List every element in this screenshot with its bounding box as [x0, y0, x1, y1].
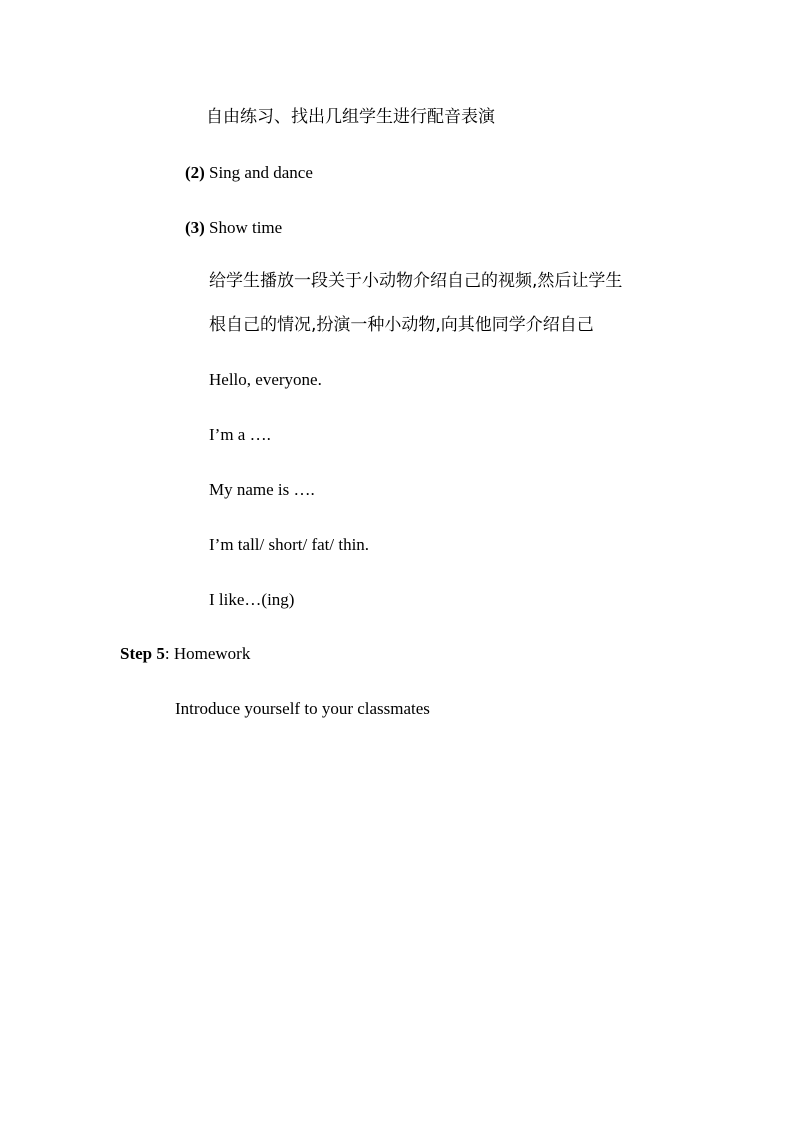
sample-line: My name is …. [209, 480, 315, 499]
item-number: (2) [185, 163, 205, 182]
show-time-description-line-2: 根自己的情况,扮演一种小动物,向其他同学介绍自己 [209, 315, 594, 335]
step-5-heading [120, 645, 250, 662]
item-show-time [185, 219, 282, 236]
item-number: (3) [185, 218, 205, 237]
sample-line: I’m a …. [209, 425, 271, 444]
item-text: Show time [209, 218, 283, 237]
item-text: Sing and dance [209, 163, 313, 182]
sample-line: I like…(ing) [209, 590, 295, 609]
sample-line: I’m tall/ short/ fat/ thin. [209, 535, 370, 554]
step-label: Step 5 [120, 644, 165, 663]
step-title: : Homework [164, 644, 251, 663]
practice-note: 自由练习、找出几组学生进行配音表演 [206, 107, 495, 127]
sample-line: Hello, everyone. [209, 370, 322, 389]
homework-text: Introduce yourself to your classmates [175, 699, 430, 718]
item-sing-and-dance [185, 164, 313, 181]
show-time-description-line-1: 给学生播放一段关于小动物介绍自己的视频,然后让学生 [209, 271, 623, 291]
